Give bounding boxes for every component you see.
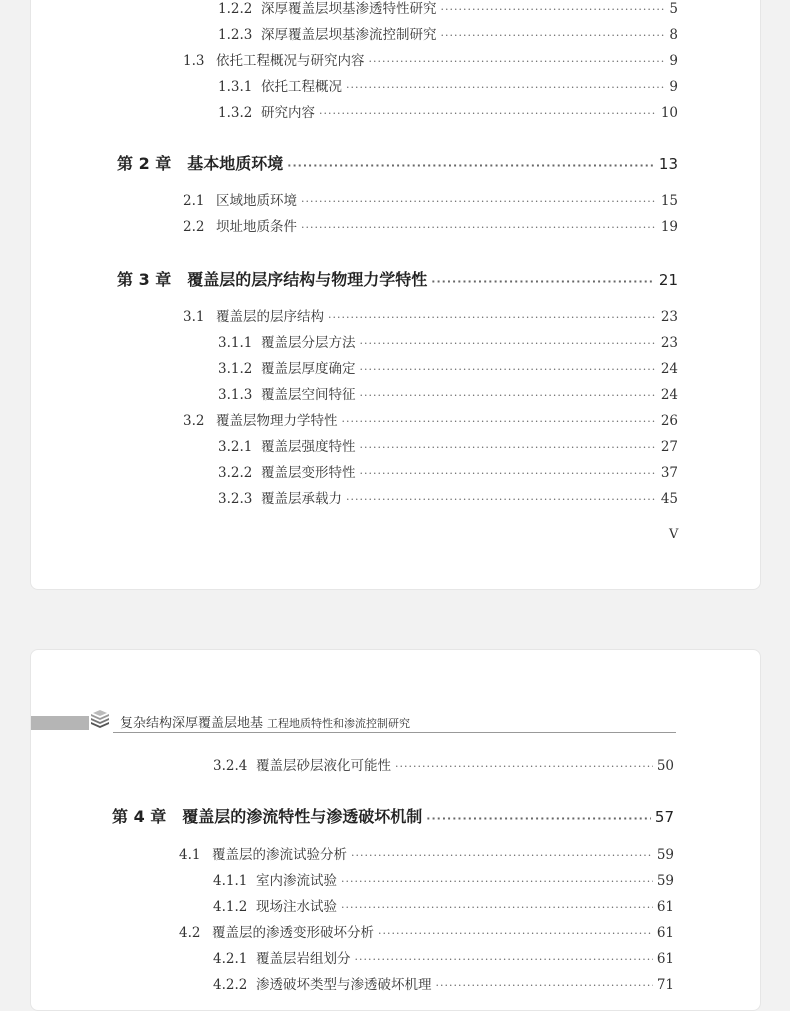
section-title: 渗透破坏类型与渗透破坏机理 [256,977,432,993]
toc-page-1 [30,0,761,590]
toc-entry[interactable] [218,101,678,121]
toc-entry[interactable] [218,23,678,43]
section-title: 现场注水试验 [256,899,337,915]
chapter-title: 覆盖层的层序结构与物理力学特性 [187,270,428,289]
dot-leader [346,81,664,94]
section-title: 深厚覆盖层坝基渗透特性研究 [261,1,437,17]
dot-leader [360,389,657,402]
dot-leader [360,337,657,350]
page-number: 15 [660,193,678,209]
section-title: 覆盖层物理力学特性 [216,413,338,429]
toc-entry[interactable] [179,843,674,863]
section-title: 室内渗流试验 [256,873,337,889]
header-bar [31,716,89,730]
page-number: 23 [660,335,678,351]
section-number: 3.2.3 [218,491,253,507]
toc-entry[interactable] [183,189,678,209]
section-number: 4.2.2 [213,977,248,993]
page-number: 24 [660,387,678,403]
toc-entry[interactable] [218,461,678,481]
section-title: 坝址地质条件 [216,219,297,235]
section-number: 1.2.3 [218,27,253,43]
toc-entry[interactable] [183,215,678,235]
toc-entry[interactable] [213,869,674,889]
header-rule [113,732,676,733]
section-number: 3.2.4 [213,758,248,774]
dot-leader [360,441,657,454]
page-number: 19 [660,219,678,235]
page-number: 57 [654,808,674,826]
dot-leader [342,415,657,428]
dot-leader [341,901,653,914]
section-number: 3.2.2 [218,465,253,481]
dot-leader [319,107,657,120]
dot-leader [378,927,653,940]
dot-leader [360,363,657,376]
section-title: 区域地质环境 [216,193,297,209]
chapter-number: 第 3 章 [117,270,172,289]
toc-entry[interactable] [183,49,678,69]
page-number: 9 [669,79,678,95]
toc-entry[interactable] [218,75,678,95]
page-number: 10 [660,105,678,121]
section-title: 覆盖层厚度确定 [261,361,356,377]
section-number: 2.1 [183,193,205,209]
page-number: 13 [658,155,678,173]
dot-leader [395,760,653,773]
page-folio: V [669,527,679,542]
dot-leader [431,275,655,288]
dot-leader [441,3,665,16]
book-title: 复杂结构深厚覆盖层地基 [120,716,264,731]
toc-entry[interactable] [218,331,678,351]
toc-entry[interactable] [213,754,674,774]
page-number: 27 [660,439,678,455]
section-title: 覆盖层的渗流试验分析 [212,847,347,863]
section-number: 2.2 [183,219,205,235]
dot-leader [287,159,655,172]
page-number: 21 [658,271,678,289]
section-number: 3.1.3 [218,387,253,403]
dot-leader [369,55,665,68]
section-number: 1.2.2 [218,1,253,17]
dot-leader [341,875,653,888]
section-title: 覆盖层的渗透变形破坏分析 [212,925,374,941]
dot-leader [436,979,653,992]
section-title: 依托工程概况 [261,79,342,95]
toc-entry[interactable] [213,895,674,915]
page-number: 9 [669,53,678,69]
toc-entry[interactable] [213,973,674,993]
section-title: 覆盖层空间特征 [261,387,356,403]
section-number: 3.1 [183,309,205,325]
page-number: 5 [669,1,678,17]
section-number: 4.1 [179,847,201,863]
section-number: 4.2 [179,925,201,941]
dot-leader [426,812,651,825]
toc-entry[interactable] [218,383,678,403]
section-title: 覆盖层强度特性 [261,439,356,455]
page-number: 26 [660,413,678,429]
section-title: 覆盖层砂层液化可能性 [256,758,391,774]
page-number: 61 [656,925,674,941]
section-number: 1.3.1 [218,79,253,95]
section-title: 覆盖层岩组划分 [256,951,351,967]
section-title: 覆盖层变形特性 [261,465,356,481]
page-number: 61 [656,899,674,915]
dot-leader [328,311,657,324]
page-number: 37 [660,465,678,481]
page-number: 23 [660,309,678,325]
section-number: 4.1.1 [213,873,248,889]
toc-entry[interactable] [218,487,678,507]
section-number: 3.2 [183,413,205,429]
dot-leader [360,467,657,480]
section-number: 1.3 [183,53,205,69]
chapter-number: 第 2 章 [117,154,172,173]
section-number: 3.2.1 [218,439,253,455]
page-number: 45 [660,491,678,507]
toc-chapter-entry[interactable] [117,267,678,290]
chapter-number: 第 4 章 [112,807,167,826]
toc-entry[interactable] [183,305,678,325]
running-header [120,712,410,731]
page-number: 71 [656,977,674,993]
dot-leader [355,953,653,966]
stacked-layers-icon [89,708,111,730]
section-title: 依托工程概况与研究内容 [216,53,365,69]
toc-entry[interactable] [179,921,674,941]
section-number: 1.3.2 [218,105,253,121]
page-number: 61 [656,951,674,967]
section-title: 研究内容 [261,105,315,121]
page-number: 24 [660,361,678,377]
toc-entry[interactable] [218,357,678,377]
section-number: 4.1.2 [213,899,248,915]
section-title: 覆盖层承载力 [261,491,342,507]
toc-chapter-entry[interactable] [112,804,674,827]
section-number: 3.1.1 [218,335,253,351]
section-number: 4.2.1 [213,951,248,967]
dot-leader [346,493,657,506]
page-number: 8 [669,27,678,43]
toc-chapter-entry[interactable] [117,151,678,174]
toc-entry[interactable] [218,0,678,17]
dot-leader [301,195,657,208]
toc-entry[interactable] [218,435,678,455]
section-title: 覆盖层分层方法 [261,335,356,351]
page-number: 59 [656,847,674,863]
section-title: 深厚覆盖层坝基渗流控制研究 [261,27,437,43]
chapter-title: 基本地质环境 [187,154,284,173]
toc-entry[interactable] [183,409,678,429]
chapter-title: 覆盖层的渗流特性与渗透破坏机制 [182,807,423,826]
dot-leader [441,29,665,42]
section-number: 3.1.2 [218,361,253,377]
section-title: 覆盖层的层序结构 [216,309,324,325]
page-number: 59 [656,873,674,889]
book-subtitle: 工程地质特性和渗流控制研究 [267,717,411,730]
dot-leader [301,221,657,234]
dot-leader [351,849,653,862]
page-number: 50 [656,758,674,774]
toc-entry[interactable] [213,947,674,967]
toc-page-2 [30,649,761,1011]
